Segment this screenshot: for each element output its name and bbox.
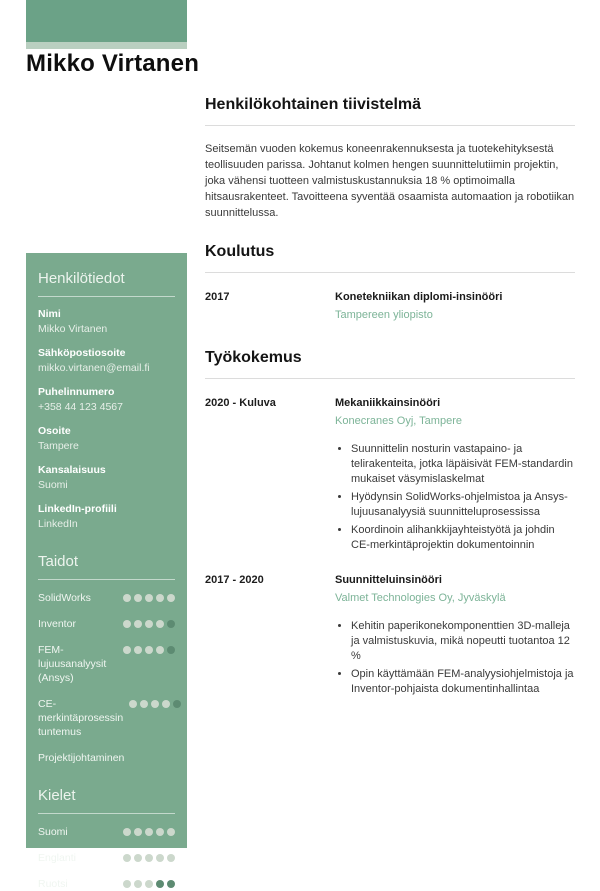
rating-dot (167, 646, 175, 654)
skill-label: CE-merkintäprosessin tuntemus (38, 698, 124, 738)
rating-dot (167, 620, 175, 628)
language-label: Suomi (38, 826, 68, 838)
skill-rating-dots (123, 591, 175, 602)
entry-bullets (335, 442, 575, 553)
section-title-education: Koulutus (205, 243, 575, 273)
sidebar-section-languages (38, 787, 175, 891)
skill-row (38, 591, 175, 605)
sidebar-title-skills: Taidot (38, 553, 175, 580)
field-value: mikko.virtanen@email.fi (38, 362, 150, 374)
entry-period: 2017 (205, 291, 230, 303)
summary-text: Seitsemän vuoden kokemus koneenrakennuksesta ja tuotekehityksestä teollisuuden parissa. Johtanut kolmen hengen suunnittelutiimin projektin, joka vähensi tuotteen valmistuskustannuksia 18 % optimoimalla hitsausrakenteet. Tavoitteena syventää osaamista automaation ja robotiikan suunnittelussa. (205, 143, 575, 219)
rating-dot (129, 700, 137, 708)
field-nimi (38, 308, 175, 336)
rating-dot (167, 854, 175, 862)
field-value: Suomi (38, 479, 68, 491)
rating-dot (145, 828, 153, 836)
skill-rating-dots (123, 643, 175, 654)
education-entry (205, 290, 575, 323)
field-label: Sähköpostiosoite (38, 347, 126, 359)
rating-dot (167, 828, 175, 836)
skill-row (38, 643, 175, 685)
rating-dot (156, 594, 164, 602)
field-label: Nimi (38, 308, 61, 320)
field-value: +358 44 123 4567 (38, 401, 123, 413)
field-label: LinkedIn-profiili (38, 503, 117, 515)
entry-company: Valmet Technologies Oy, Jyväskylä (335, 592, 506, 604)
sidebar-section-personal (38, 270, 175, 531)
rating-dot (162, 700, 170, 708)
field-address (38, 425, 175, 453)
language-rating-dots (123, 851, 175, 862)
sidebar-title-personal: Henkilötiedot (38, 270, 175, 297)
entry-degree: Konetekniikan diplomi-insinööri (335, 291, 503, 303)
linkedin-link[interactable]: LinkedIn (38, 518, 78, 530)
skill-row (38, 751, 175, 765)
rating-dot (156, 880, 164, 888)
rating-dot (156, 620, 164, 628)
field-value: Mikko Virtanen (38, 323, 108, 335)
rating-dot (123, 854, 131, 862)
rating-dot (134, 620, 142, 628)
field-label: Kansalaisuus (38, 464, 106, 476)
rating-dot (156, 646, 164, 654)
rating-dot (123, 880, 131, 888)
entry-role: Mekaniikkainsinööri (335, 397, 441, 409)
skill-row (38, 617, 175, 631)
rating-dot (145, 620, 153, 628)
language-rating-dots (123, 877, 175, 888)
rating-dot (145, 880, 153, 888)
experience-entry (205, 573, 575, 700)
rating-dot (123, 828, 131, 836)
field-linkedin (38, 503, 175, 531)
entry-school: Tampereen yliopisto (335, 309, 433, 321)
rating-dot (167, 594, 175, 602)
entry-body (335, 573, 575, 700)
section-title-summary: Henkilökohtainen tiivistelmä (205, 96, 575, 126)
bullet-item: • Koordinoin alihankkijayhteistyötä ja johdin CE-merkintäprojektin dokumentoinnin (351, 523, 575, 553)
sidebar-title-languages: Kielet (38, 787, 175, 814)
skill-row (38, 697, 175, 739)
skill-label: Projektijohtaminen (38, 752, 125, 764)
rating-dot (167, 880, 175, 888)
rating-dot (156, 828, 164, 836)
skill-label: SolidWorks (38, 592, 91, 604)
rating-dot (145, 854, 153, 862)
main-column (205, 96, 575, 700)
language-label: Englanti (38, 852, 76, 864)
entry-company: Konecranes Oyj, Tampere (335, 415, 462, 427)
field-email (38, 347, 175, 375)
language-rating-dots (123, 825, 175, 836)
entry-role: Suunnitteluinsinööri (335, 574, 442, 586)
language-row (38, 851, 175, 865)
sidebar-section-skills (38, 553, 175, 765)
rating-dot (134, 854, 142, 862)
rating-dot (156, 854, 164, 862)
person-name: Mikko Virtanen (26, 50, 200, 77)
entry-bullets (335, 619, 575, 697)
rating-dot (123, 620, 131, 628)
rating-dot (134, 880, 142, 888)
header-accent-bar (26, 0, 187, 42)
language-label: Ruotsi (38, 878, 68, 890)
skill-label: FEM-lujuusanalyysit (Ansys) (38, 644, 107, 684)
entry-period: 2017 - 2020 (205, 574, 264, 586)
section-experience (205, 349, 575, 700)
rating-dot (123, 594, 131, 602)
skill-rating-dots (123, 617, 175, 628)
rating-dot (134, 828, 142, 836)
section-title-experience: Työkokemus (205, 349, 575, 379)
entry-period: 2020 - Kuluva (205, 397, 276, 409)
skill-rating-dots (129, 697, 181, 708)
rating-dot (145, 646, 153, 654)
skill-label: Inventor (38, 618, 76, 630)
field-nationality (38, 464, 175, 492)
entry-body (335, 396, 575, 556)
field-label: Osoite (38, 425, 71, 437)
section-education (205, 243, 575, 323)
experience-entry (205, 396, 575, 556)
sidebar (26, 253, 187, 890)
rating-dot (123, 646, 131, 654)
header-accent-strip (26, 42, 187, 49)
rating-dot (134, 646, 142, 654)
entry-body (335, 290, 575, 323)
language-row (38, 825, 175, 839)
rating-dot (151, 700, 159, 708)
bullet-item: • Suunnittelin nosturin vastapaino- ja telirakenteita, jotka läpäisivät FEM-standardin mukaiset väsymislaskelmat (351, 442, 575, 487)
language-row (38, 877, 175, 891)
bullet-item: • Opin käyttämään FEM-analyysiohjelmistoja ja Inventor-pohjaista dokumentinhallintaa (351, 667, 575, 697)
field-label: Puhelinnumero (38, 386, 115, 398)
rating-dot (145, 594, 153, 602)
bullet-item: • Kehitin paperikonekomponenttien 3D-malleja ja valmistuskuvia, mikä nopeutti tuotantoa 12 % (351, 619, 575, 664)
rating-dot (140, 700, 148, 708)
field-value: Tampere (38, 440, 79, 452)
field-phone (38, 386, 175, 414)
section-summary (205, 96, 575, 221)
bullet-item: • Hyödynsin SolidWorks-ohjelmistoa ja Ansys-lujuusanalyysiä suunnitteluprosessissa (351, 490, 575, 520)
rating-dot (134, 594, 142, 602)
rating-dot (173, 700, 181, 708)
